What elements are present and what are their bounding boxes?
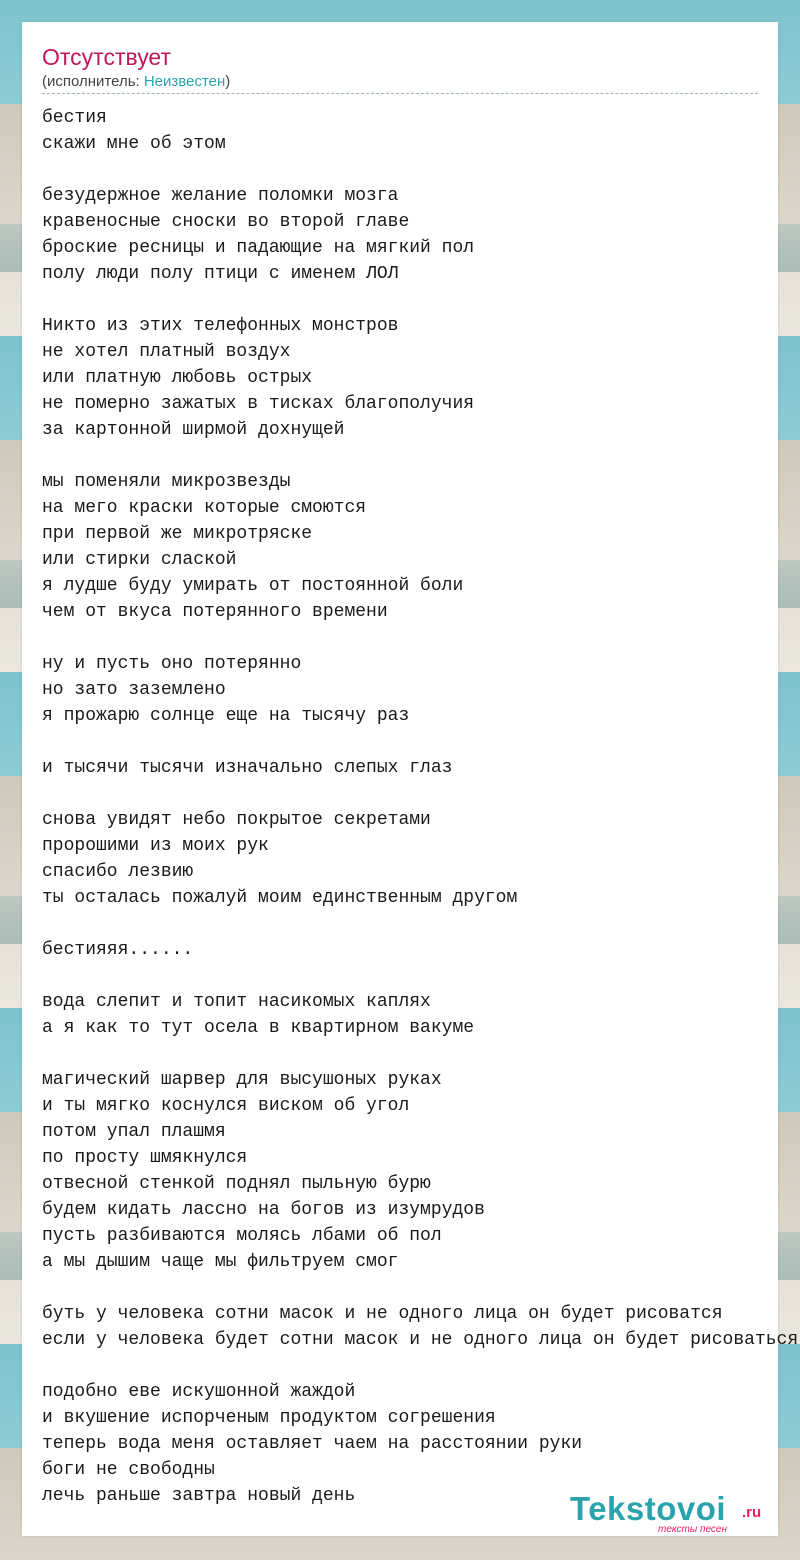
lyric-line: буть у человека сотни масок и не одного лица он будет рисоватся — [42, 1304, 723, 1324]
lyric-line — [42, 443, 767, 469]
artist-link[interactable]: Неизвестен — [143, 73, 226, 90]
lyric-line: спасибо лезвию — [42, 862, 194, 882]
lyric-line: на мего краски которые смоются — [42, 498, 367, 518]
lyric-line: полу люди полу птици с именем ЛОЛ — [42, 264, 399, 284]
lyric-line — [42, 729, 767, 755]
lyric-line: потом упал плашмя — [42, 1122, 226, 1142]
lyric-line — [42, 625, 767, 651]
logo-domain: .ru — [742, 1504, 762, 1521]
lyric-line: подобно еве искушонной жаждой — [42, 1382, 356, 1402]
lyric-line: за картонной ширмой дохнущей — [42, 420, 345, 440]
lyric-line: при первой же микротряске — [42, 524, 313, 544]
lyric-line: скажи мне об этом — [42, 134, 226, 154]
lyric-line: теперь вода меня оставляет чаем на расстоянии руки — [42, 1434, 583, 1454]
artist-label: (исполнитель: — [42, 73, 144, 90]
lyric-line: я прожарю солнце еще на тысячу раз — [42, 706, 410, 726]
lyric-line: мы поменяли микрозвезды — [42, 472, 291, 492]
lyric-line: бестияяя...... — [42, 940, 194, 960]
lyric-line: лечь раньше завтра новый день — [42, 1486, 356, 1506]
lyric-line: я лудше буду умирать от постоянной боли — [42, 576, 464, 596]
lyric-line — [42, 781, 767, 807]
title-divider — [42, 93, 758, 94]
lyric-line: по просту шмякнулся — [42, 1148, 248, 1168]
lyric-line — [42, 157, 767, 183]
lyric-line: но зато заземлено — [42, 680, 226, 700]
lyric-line: а мы дышим чаще мы фильтруем смог — [42, 1252, 399, 1272]
lyric-line: боги не свободны — [42, 1460, 215, 1480]
lyric-line: безудержное желание поломки мозга — [42, 186, 399, 206]
lyric-line: кравеносные сноски во второй главе — [42, 212, 410, 232]
lyric-line: будем кидать лассно на богов из изумрудов — [42, 1200, 485, 1220]
lyric-line: не померно зажатых в тисках благополучия — [42, 394, 475, 414]
lyric-line: пусть разбиваются молясь лбами об пол — [42, 1226, 442, 1246]
lyric-line: ну и пусть оно потерянно — [42, 654, 302, 674]
lyric-line: пророшими из моих рук — [42, 836, 269, 856]
lyric-line: и вкушение испорченым продуктом согрешения — [42, 1408, 496, 1428]
lyric-line: если у человека будет сотни масок и не одного лица он будет рисоваться — [42, 1330, 799, 1350]
lyric-line: чем от вкуса потерянного времени — [42, 602, 388, 622]
lyric-line — [42, 287, 767, 313]
lyric-line: или платную любовь острых — [42, 368, 313, 388]
logo-tagline: тексты песен — [658, 1524, 727, 1535]
lyrics-card — [22, 22, 799, 1536]
lyric-line: и тысячи тысячи изначально слепых глаз — [42, 758, 453, 778]
lyrics-text — [42, 105, 799, 1509]
site-logo[interactable] — [570, 1490, 780, 1536]
lyric-line: и ты мягко коснулся виском об угол — [42, 1096, 410, 1116]
lyric-line: ты осталась пожалуй моим единственным другом — [42, 888, 518, 908]
lyric-line — [42, 963, 767, 989]
song-title: Отсутствует — [42, 44, 171, 70]
lyric-line: отвесной стенкой поднял пыльную бурю — [42, 1174, 431, 1194]
artist-close: ) — [225, 73, 231, 90]
lyric-line: Никто из этих телефонных монстров — [42, 316, 399, 336]
lyric-line: бестия — [42, 108, 107, 128]
lyric-line: а я как то тут осела в квартирном вакуме — [42, 1018, 475, 1038]
lyric-line: или стирки слаской — [42, 550, 237, 570]
lyric-line: магический шарвер для высушоных руках — [42, 1070, 442, 1090]
artist-line — [42, 72, 230, 92]
lyric-line — [42, 1275, 767, 1301]
lyric-line — [42, 911, 767, 937]
lyric-line: снова увидят небо покрытое секретами — [42, 810, 431, 830]
lyric-line: броские ресницы и падающие на мягкий пол — [42, 238, 475, 258]
logo-name: Tekstovoi — [570, 1490, 727, 1527]
lyric-line: не хотел платный воздух — [42, 342, 291, 362]
lyric-line: вода слепит и топит насикомых каплях — [42, 992, 431, 1012]
lyric-line — [42, 1353, 767, 1379]
lyric-line — [42, 1041, 767, 1067]
